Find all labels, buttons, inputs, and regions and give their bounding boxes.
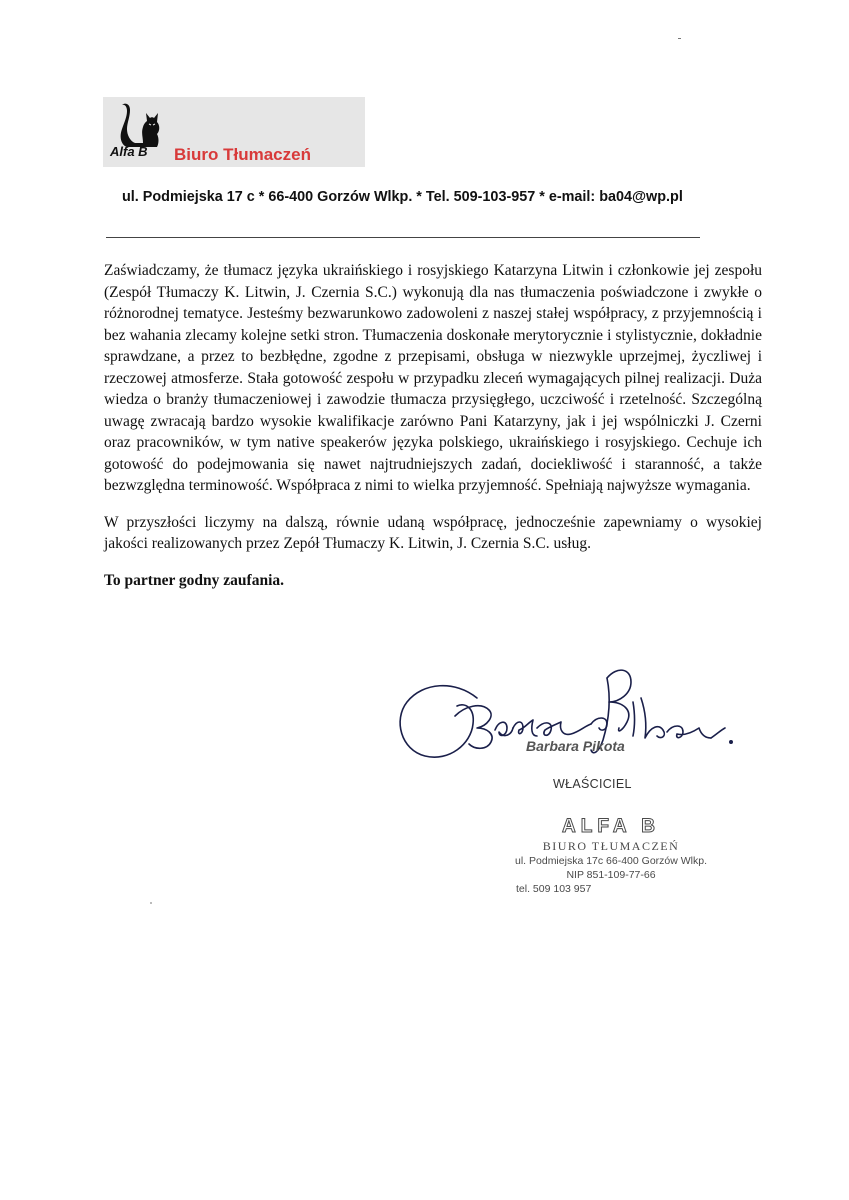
letter-body bbox=[104, 260, 762, 591]
letter-paragraph-1: Zaświadczamy, że tłumacz języka ukraińskiego i rosyjskiego Katarzyna Litwin i członkowie jej zespołu (Zespół Tłumaczy K. Litwin, J. Czernia S.C.) wykonują dla nas tłumaczenia poświadczone i zwykłe o różnorodnej tematyce. Jesteśmy bezwarunkowo zadowoleni z naszej stałej współpracy, z przyjemnością i bez wahania zlecamy kolejne setki stron. Tłumaczenia doskonałe merytorycznie i stylistycznie, dokładnie sprawdzane, a przez to bezbłędne, zgodne z przepisami, obsługa w niezwykle uprzejmej, życzliwej i rzeczowej atmosferze. Stała gotowość zespołu w przypadku zleceń wymagających pilnej realizacji. Duża wiedza o branży tłumaczeniowej i zawodzie tłumacza przysięgłego, uczciwość i rzetelność. Szczególną uwagę zwracają bardzo wysokie kwalifikacje zarówno Pani Katarzyny, jak i jej wspólniczki J. Czerni oraz pracowników, w tym native speakerów języka polskiego, ukraińskiego i rosyjskiego. Cechuje ich gotowość do podejmowania się nawet najtrudniejszych zadań, dociekliwość i staranność, a także bezwzględna terminowość. Współpraca z nimi to wielka przyjemność. Spełniają najwyższe wymagania. bbox=[104, 262, 762, 494]
signatory-name: Barbara Pikota bbox=[526, 738, 625, 754]
stamp-address: ul. Podmiejska 17c 66-400 Gorzów Wlkp. bbox=[515, 855, 707, 867]
stamp-nip: NIP 851-109-77-66 bbox=[566, 869, 656, 881]
signatory-role: WŁAŚCICIEL bbox=[553, 777, 632, 791]
letter-closing: To partner godny zaufania. bbox=[104, 571, 285, 589]
stamp-tel: tel. 509 103 957 bbox=[516, 883, 592, 895]
letterhead-logo bbox=[103, 97, 365, 167]
scan-speck bbox=[678, 38, 681, 39]
company-stamp bbox=[506, 816, 716, 896]
stamp-subtitle: BIURO TŁUMACZEŃ bbox=[542, 839, 680, 853]
header-divider bbox=[106, 237, 700, 238]
logo-biuro-text: Biuro Tłumaczeń bbox=[174, 145, 311, 164]
cat-logo-icon bbox=[113, 101, 173, 149]
letterhead-address: ul. Podmiejska 17 c * 66-400 Gorzów Wlkp. * Tel. 509-103-957 * e-mail: ba04@wp.pl bbox=[122, 189, 683, 205]
logo-alfa-text: Alfa B bbox=[110, 144, 148, 159]
stamp-title: ALFA B bbox=[562, 816, 660, 837]
letter-paragraph-2: W przyszłości liczymy na dalszą, równie udaną współpracę, jednocześnie zapewniamy o wysokiej jakości realizowanych przez Zepół Tłumaczy K. Litwin, J. Czernia S.C. usług. bbox=[104, 513, 762, 552]
scan-speck bbox=[150, 902, 152, 904]
